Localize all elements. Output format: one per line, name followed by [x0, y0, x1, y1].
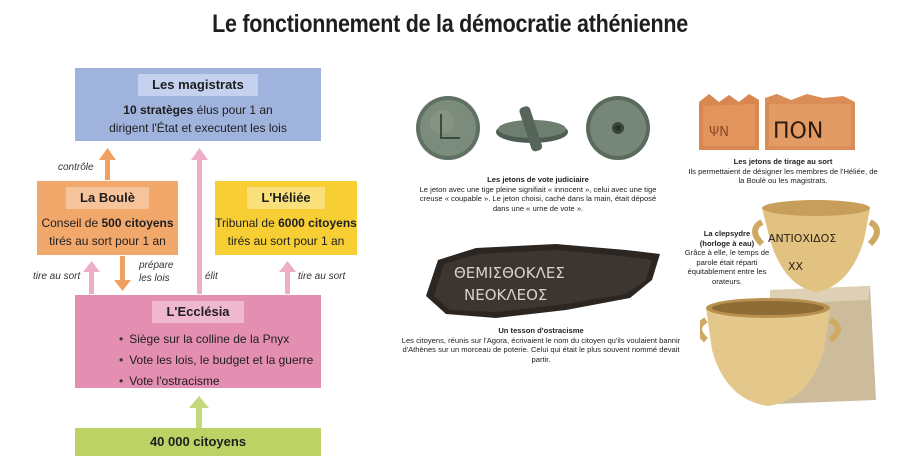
caption-tesson-title: Un tesson d'ostracisme [498, 326, 584, 335]
jeton-profil [496, 105, 568, 152]
svg-text:ΠΟΝ: ΠΟΝ [773, 119, 824, 144]
box-boule [37, 181, 178, 255]
caption-jetons-vote [418, 175, 658, 213]
caption-clepsydre-title: La clepsydre [703, 229, 751, 238]
caption-jetons-tirage [688, 157, 878, 186]
arrow-prepare [114, 256, 131, 291]
ecclesia-item: • Vote les lois, le budget et la guerre [119, 350, 321, 371]
page-title: Le fonctionnement de la démocratie athénienne [212, 10, 688, 38]
caption-tesson-text: Les citoyens, réunis sur l'Agora, écrivaient le nom du citoyen qu'ils voulaient bannir d'Athènes sur un morceau de poterie. Celui qui était le plus souvent nommé devait partir. [401, 335, 681, 364]
caption-jetons-tirage-title: Les jetons de tirage au sort [733, 157, 833, 166]
arrow-tire-left [83, 261, 100, 294]
ecclesia-list [119, 329, 321, 392]
caption-clepsydre-text: Grâce à elle, le temps de parole était réparti équitablement entre les orateurs. [684, 248, 770, 286]
sherd-line1: ΘΕΜΙΣΘΟΚΛΕΣ [454, 264, 565, 282]
label-tire-au-sort-left: tire au sort [33, 271, 81, 282]
boule-line2: tirés au sort pour 1 an [49, 234, 166, 248]
caption-jetons-vote-title: Les jetons de vote judiciaire [487, 175, 589, 184]
vase-inscription: ΑΝΤΙΟΧΙΔΟΣ [768, 232, 837, 245]
box-heliee [215, 181, 357, 255]
arrow-tire-right [279, 261, 296, 294]
magistrats-line1: 10 stratèges élus pour 1 an [123, 103, 273, 117]
box-magistrats [75, 68, 321, 141]
ecclesia-item: • Siège sur la colline de la Pnyx [119, 329, 321, 350]
label-controle: contrôle [58, 162, 94, 173]
vase-upper [755, 200, 877, 292]
ecclesia-item: • Vote l'ostracisme [119, 371, 321, 392]
magistrats-header: Les magistrats [138, 74, 258, 96]
caption-clepsydre-subtitle: (horloge à eau) [699, 238, 755, 248]
tesson-image [416, 240, 666, 322]
arrow-citoyens [189, 396, 209, 428]
boule-line1: Conseil de 500 citoyens [41, 216, 174, 230]
magistrats-line2: dirigent l'État et executent les lois [109, 121, 287, 135]
jeton-creux [586, 96, 650, 160]
label-tire-au-sort-right: tire au sort [298, 271, 346, 282]
caption-tesson [396, 326, 686, 364]
caption-clepsydre [682, 229, 772, 286]
heliee-line1: Tribunal de 6000 citoyens [215, 216, 357, 230]
jetons-vote-image [408, 88, 658, 166]
caption-jetons-vote-text: Le jeton avec une tige pleine signifiait « innocent », celui avec une tige creuse « coupable ». Le jeton choisi, caché dans la main, était déposé dans une « urne de vote ». [419, 184, 657, 213]
jeton-plein [416, 96, 480, 160]
heliee-header: L'Héliée [247, 187, 324, 209]
tile-right [765, 94, 855, 150]
label-prepare: prépare [139, 260, 174, 271]
box-citoyens [75, 428, 321, 456]
jetons-tirage-image [695, 92, 865, 154]
vase-inscription-2: XX [788, 260, 804, 273]
ecclesia-header: L'Ecclésia [152, 301, 243, 323]
boule-header: La Boulè [66, 187, 149, 209]
arrow-controle [99, 148, 116, 180]
sherd-line2: ΝΕΟΚΛΕΟΣ [464, 286, 548, 304]
box-ecclesia [75, 295, 321, 388]
heliee-line2: tirés au sort pour 1 an [227, 234, 345, 248]
tile-left [699, 94, 759, 150]
caption-jetons-tirage-text: Ils permettaient de désigner les membres de l'Héliée, de la Boulè ou les magistrats. [688, 166, 878, 185]
svg-text:ΨΝ: ΨΝ [709, 125, 729, 140]
label-les-lois: les lois [139, 273, 170, 284]
label-elit: élit [205, 271, 218, 282]
citoyens-label: 40 000 citoyens [149, 434, 247, 449]
